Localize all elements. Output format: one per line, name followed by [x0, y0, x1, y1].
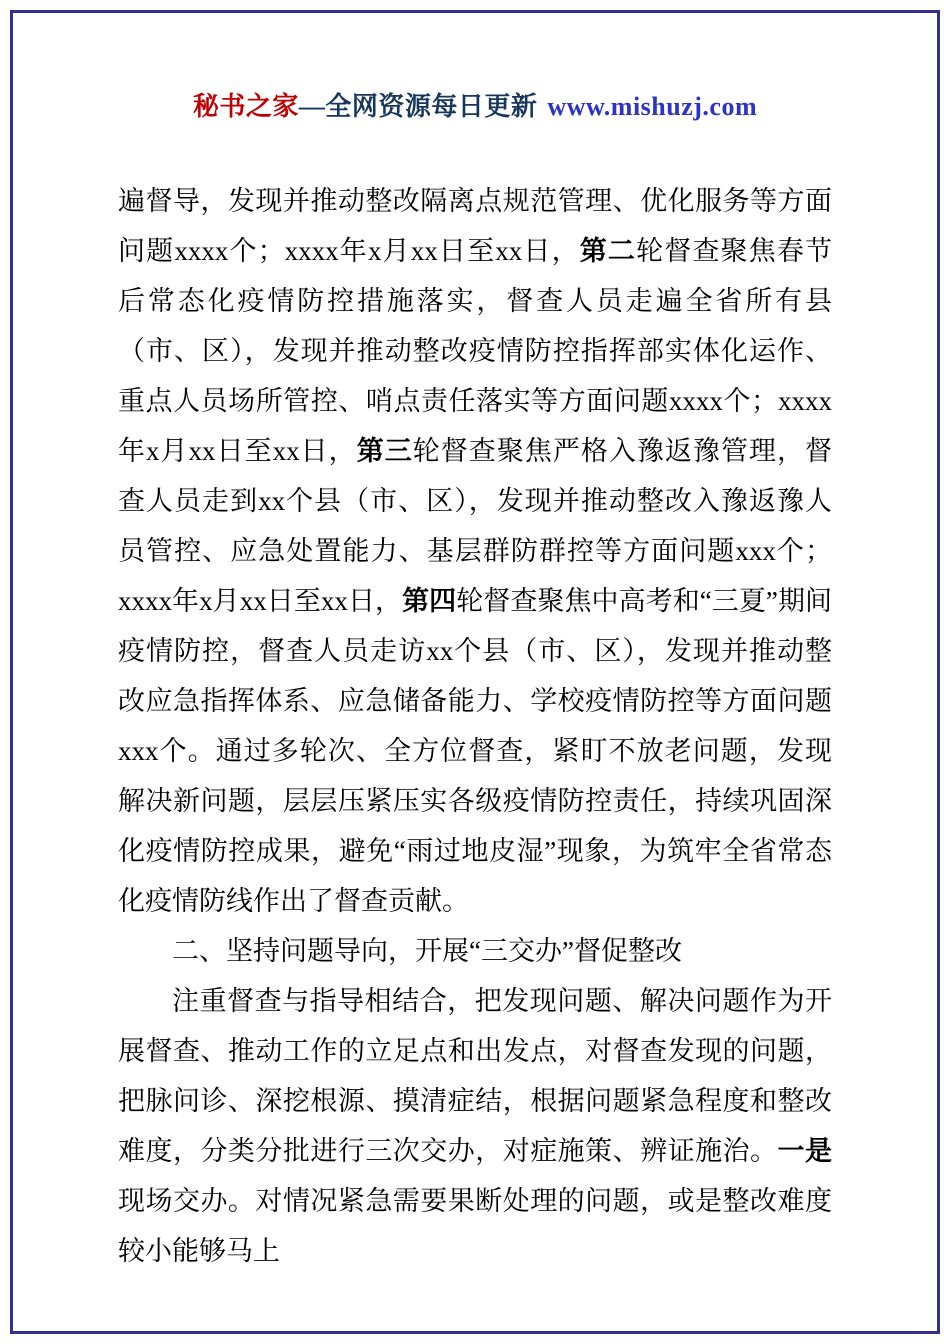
document-body: [118, 176, 832, 1276]
site-url-link[interactable]: www.mishuzj.com: [547, 92, 758, 121]
paragraph-continuation: 遍督导，发现并推动整改隔离点规范管理、优化服务等方面问题xxxx个；xxxx年x月xx日至xx日，第二轮督查聚焦春节后常态化疫情防控措施落实，督查人员走遍全省所有县（市、区），发现并推动整改疫情防控指挥部实体化运作、重点人员场所管控、哨点责任落实等方面问题xxxx个；xxxx年x月xx日至xx日，第三轮督查聚焦严格入豫返豫管理，督查人员走到xx个县（市、区），发现并推动整改入豫返豫人员管控、应急处置能力、基层群防群控等方面问题xxx个；xxxx年x月xx日至xx日，第四轮督查聚焦中高考和“三夏”期间疫情防控，督查人员走访xx个县（市、区），发现并推动整改应急指挥体系、应急储备能力、学校疫情防控等方面问题xxx个。通过多轮次、全方位督查，紧盯不放老问题，发现解决新问题，层层压紧压实各级疫情防控责任，持续巩固深化疫情防控成果，避免“雨过地皮湿”现象，为筑牢全省常态化疫情防线作出了督查贡献。: [118, 186, 833, 916]
site-tagline: —全网资源每日更新: [298, 92, 538, 121]
site-header: [40, 86, 910, 123]
site-name: 秘书之家: [192, 92, 299, 121]
paragraph: 注重督查与指导相结合，把发现问题、解决问题作为开展督查、推动工作的立足点和出发点，对督查发现的问题，把脉问诊、深挖根源、摸清症结，根据问题紧急程度和整改难度，分类分批进行三次交办，对症施策、辨证施治。一是现场交办。对情况紧急需要果断处理的问题，或是整改难度较小能够马上: [118, 986, 833, 1266]
section-heading: 二、坚持问题导向，开展“三交办”督促整改: [172, 936, 682, 966]
